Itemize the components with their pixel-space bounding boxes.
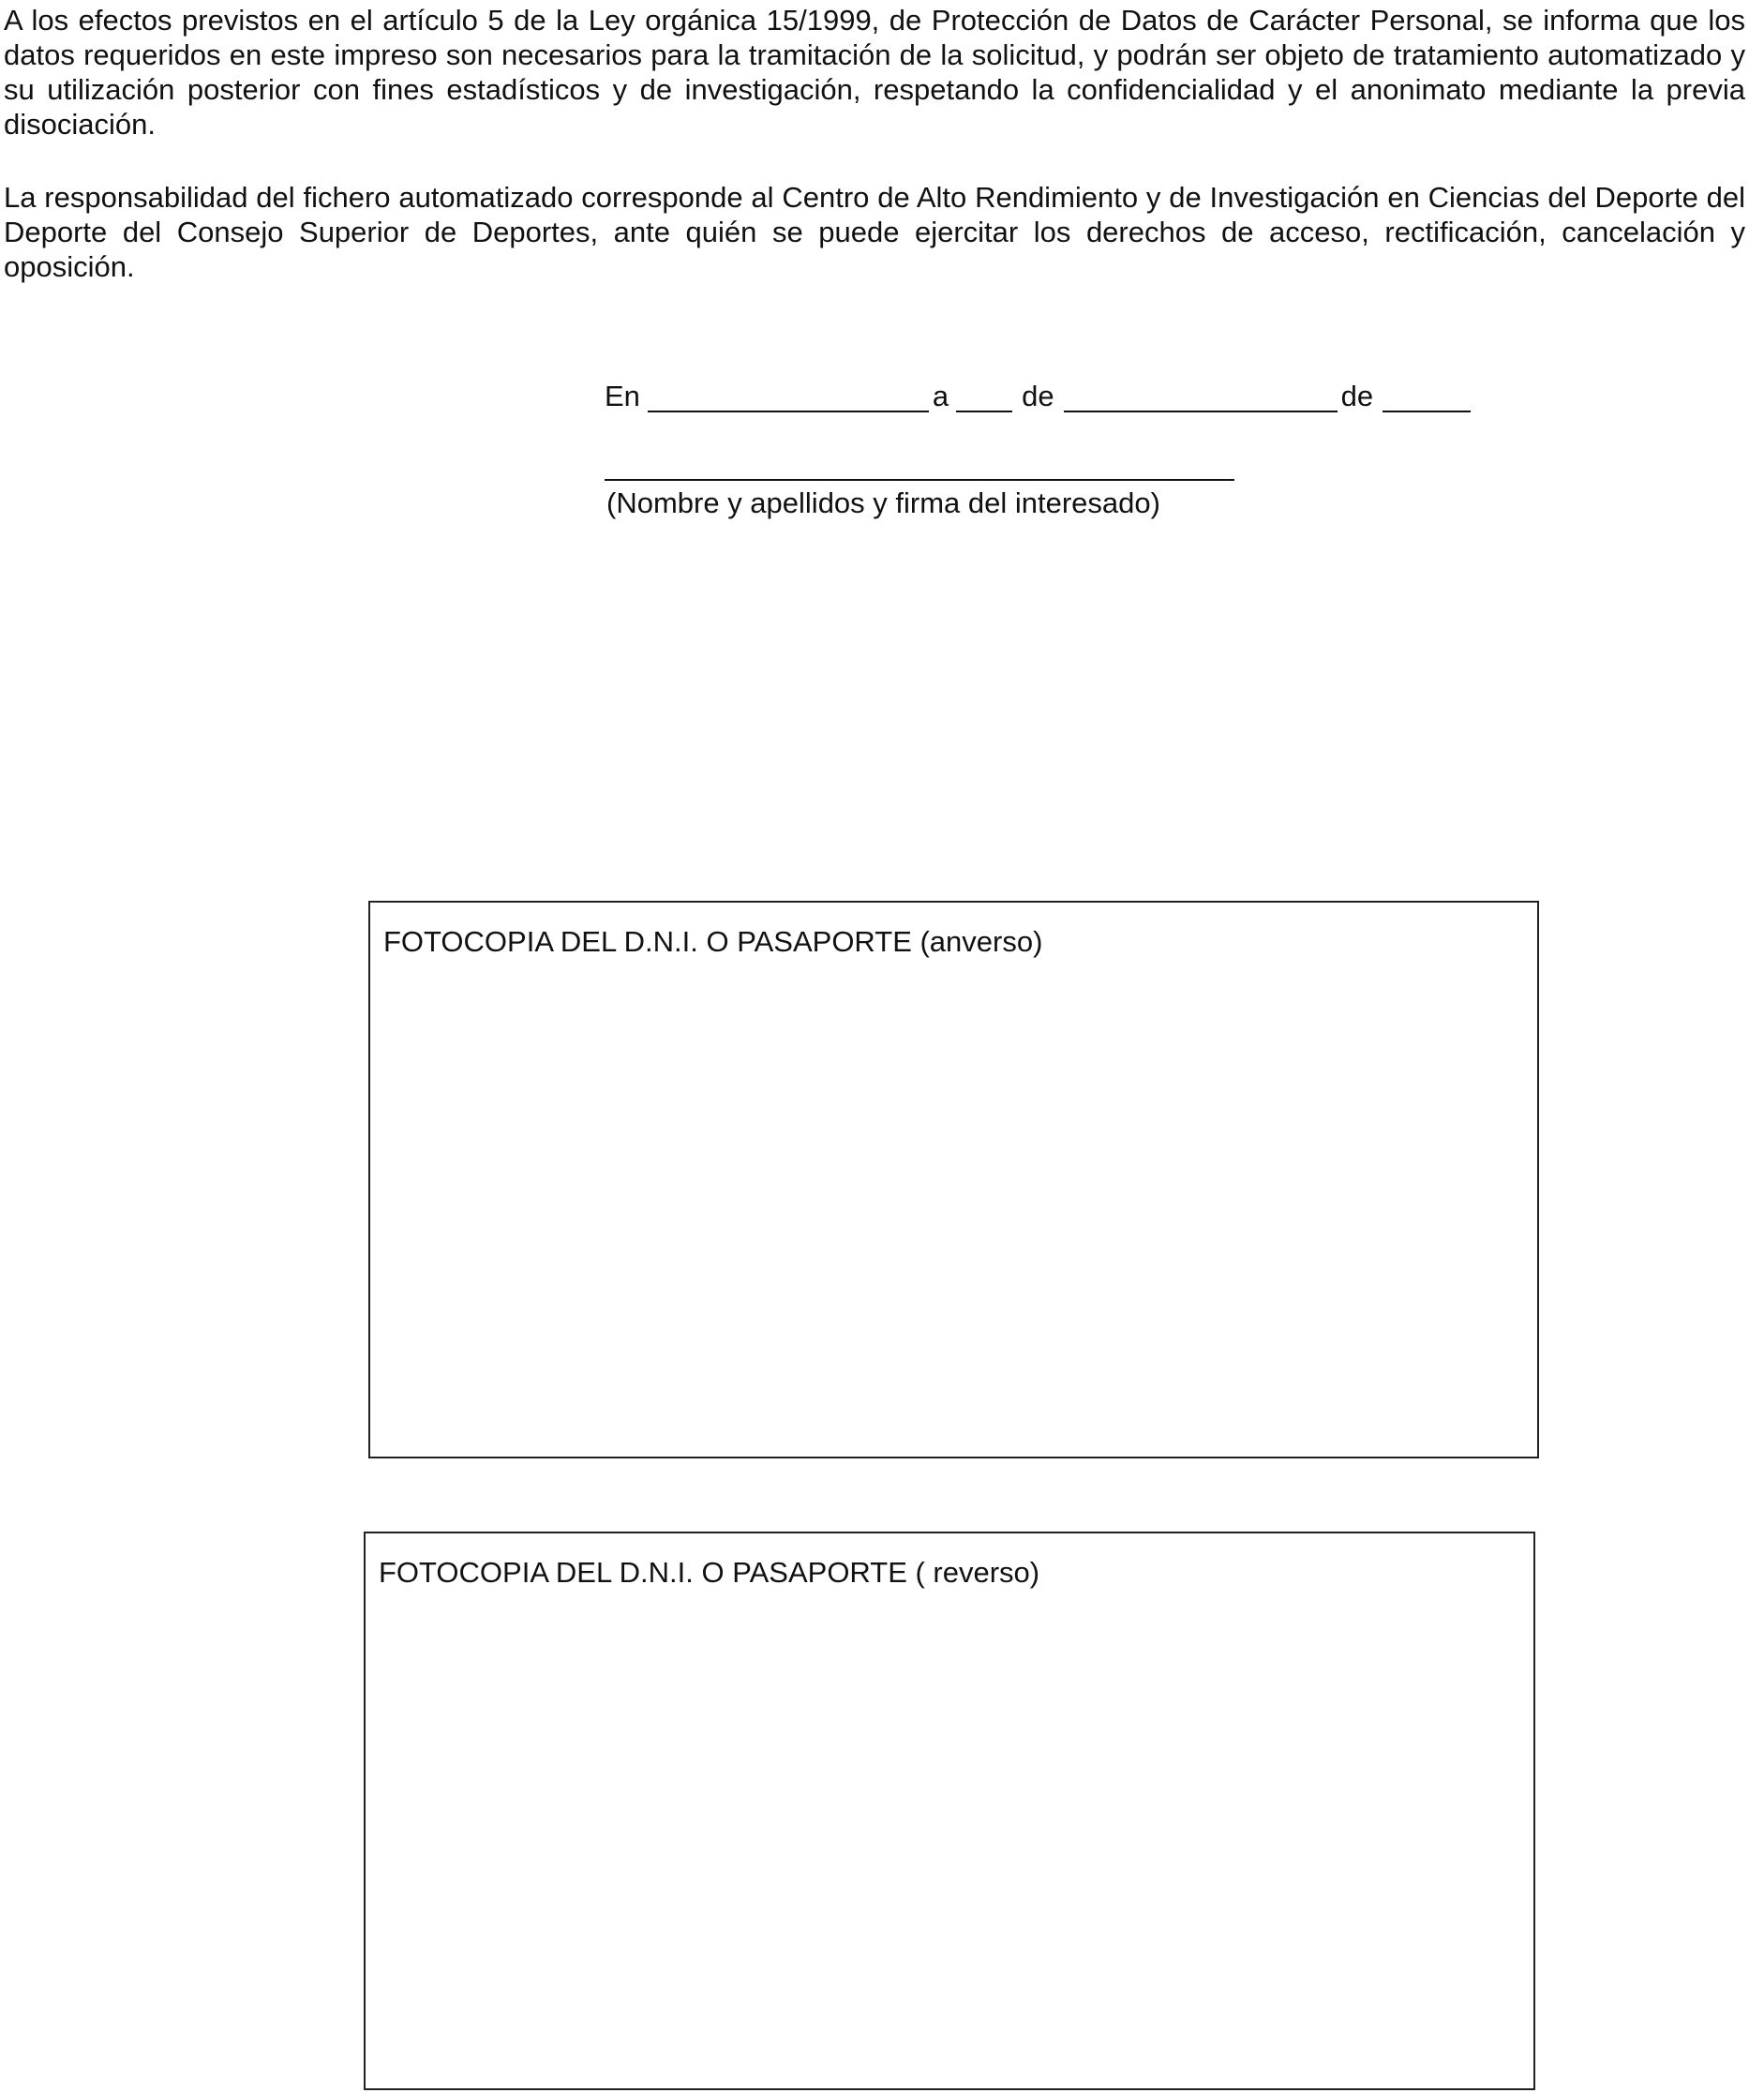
id-back-label: FOTOCOPIA DEL D.N.I. O PASAPORTE ( reverso) xyxy=(379,1556,1040,1589)
signature-line[interactable] xyxy=(605,479,1234,481)
privacy-notice-paragraph: A los efectos previstos en el artículo 5 de la Ley orgánica 15/1999, de Protección de Datos de Carácter Personal, se informa que los datos requeridos en este impreso son necesarios para la tramitación de la solicitud, y podrán ser objeto de tratamiento automatizado y su utilización posterior con fines estadísticos y de investigación, respetando la confidencialidad y el anonimato mediante la previa disociación. xyxy=(4,4,1745,141)
place-date-line xyxy=(605,378,1471,415)
id-front-label: FOTOCOPIA DEL D.N.I. O PASAPORTE (anverso) xyxy=(383,925,1043,958)
place-blank-field[interactable] xyxy=(648,382,929,412)
data-responsibility-paragraph: La responsabilidad del fichero automatizado corresponde al Centro de Alto Rendimiento y de Investigación en Ciencias del Deporte del Deporte del Consejo Superior de Deportes, ante quién se puede ejercitar los derechos de acceso, rectificación, cancelación y oposición. xyxy=(4,181,1745,283)
date-en-label: En xyxy=(605,380,640,412)
date-a-label: a xyxy=(932,380,949,412)
day-blank-field[interactable] xyxy=(956,382,1012,412)
date-de-year-label: de xyxy=(1340,380,1374,412)
id-back-photocopy-box xyxy=(364,1532,1535,2090)
year-blank-field[interactable] xyxy=(1383,382,1471,412)
signature-caption: (Nombre y apellidos y firma del interesado) xyxy=(606,486,1160,519)
month-blank-field[interactable] xyxy=(1064,382,1338,412)
id-front-photocopy-box xyxy=(368,901,1539,1458)
date-de-label: de xyxy=(1022,380,1054,412)
